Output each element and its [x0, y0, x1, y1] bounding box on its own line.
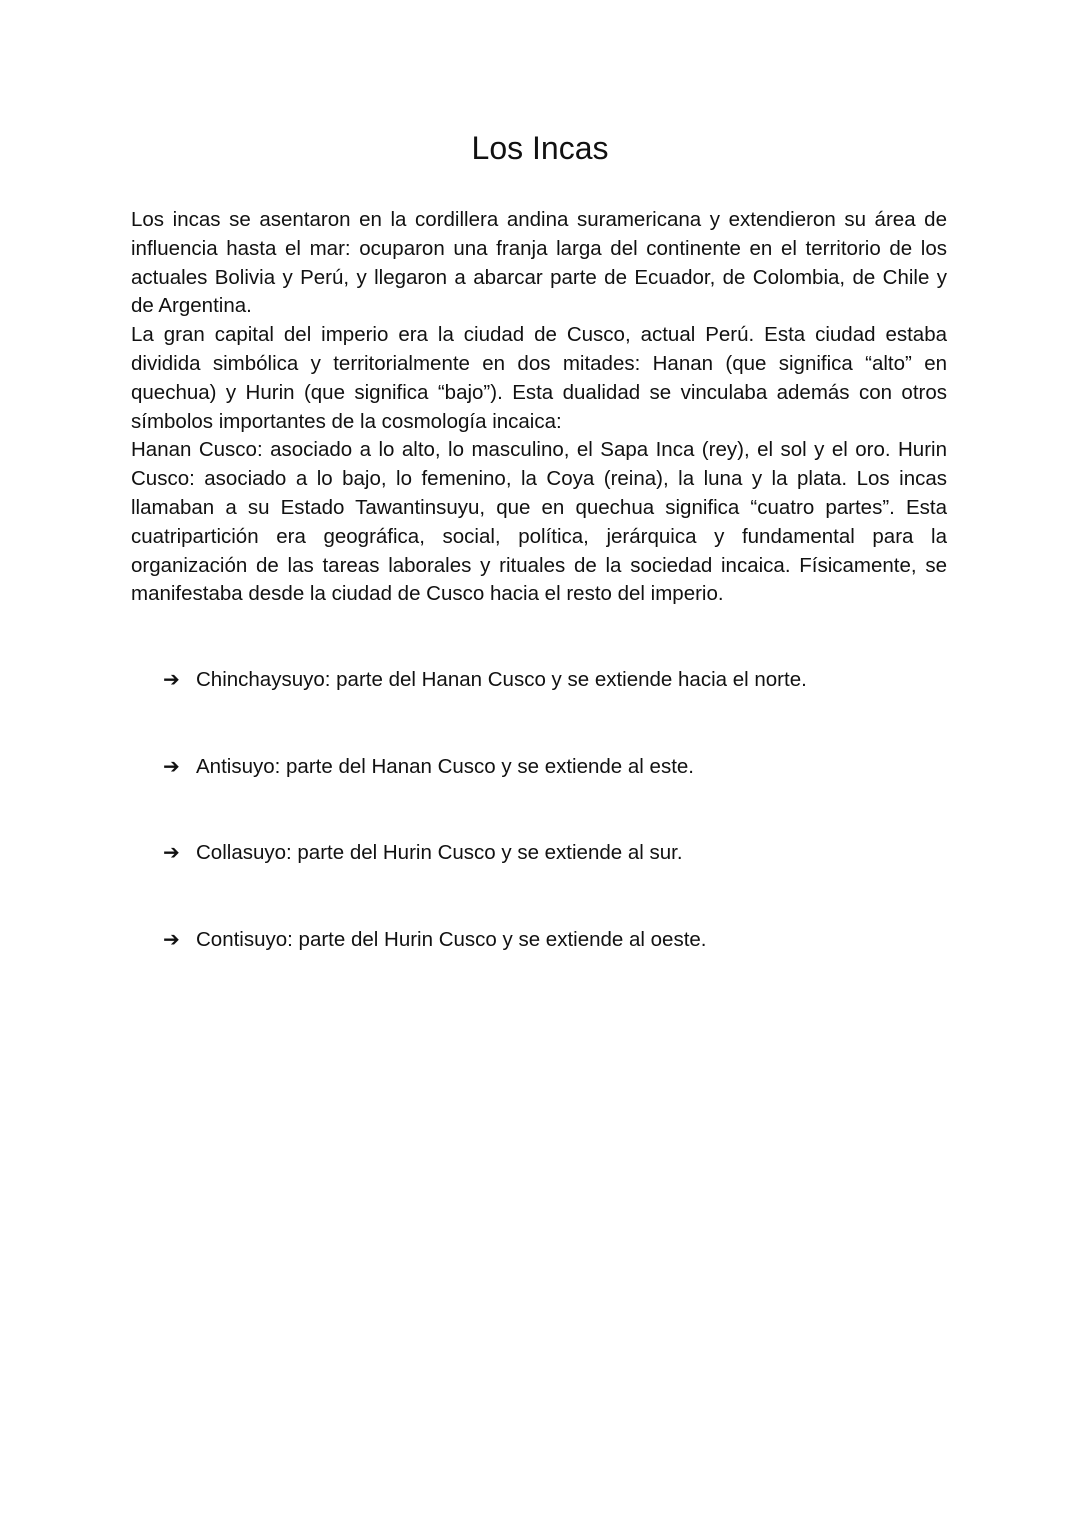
arrow-right-icon: ➔ [163, 753, 180, 778]
list-item [163, 751, 963, 781]
arrow-right-icon: ➔ [163, 926, 180, 951]
list-item [163, 924, 963, 954]
list-item-text: Antisuyo: parte del Hanan Cusco y se extiende al este. [196, 754, 694, 778]
list-item [163, 837, 963, 867]
body-text [131, 206, 947, 609]
list-item-text: Collasuyo: parte del Hurin Cusco y se extiende al sur. [196, 841, 683, 864]
suyu-list [163, 664, 963, 1010]
list-item [163, 664, 963, 694]
paragraph-capital: La gran capital del imperio era la ciudad de Cusco, actual Perú. Esta ciudad estaba dividida simbólica y territorialmente en dos mitades: Hanan (que significa “alto” en quechua) y Hurin (que significa “bajo”). Esta dualidad se vinculaba además con otros símbolos importantes de la cosmología incaica: [131, 323, 947, 433]
list-item-text: Contisuyo: parte del Hurin Cusco y se extiende al oeste. [196, 927, 707, 951]
arrow-right-icon: ➔ [163, 667, 180, 691]
page-title: Los Incas [471, 130, 609, 166]
paragraph-geography: Los incas se asentaron en la cordillera andina suramericana y extendieron su área de influencia hasta el mar: ocuparon una franja larga del continente en el territorio de los actuales Bolivia y Perú, y llegaron a abarcar parte de Ecuador, de Colombia, de Chile y de Argentina. [131, 208, 947, 318]
list-item-text: Chinchaysuyo: parte del Hanan Cusco y se extiende hacia el norte. [196, 668, 807, 691]
arrow-right-icon: ➔ [163, 840, 180, 864]
paragraph-duality: Hanan Cusco: asociado a lo alto, lo masculino, el Sapa Inca (rey), el sol y el oro. Hurin Cusco: asociado a lo bajo, lo femenino, la Coya (reina), la luna y la plata. Los incas llamaban a su Estado Tawantinsuyu, que en quechua significa “cuatro partes”. Esta cuatripartición era geográfica, social, política, jerárquica y fundamental para la organización de las tareas laborales y rituales de la sociedad incaica. Físicamente, se manifestaba desde la ciudad de Cusco hacia el resto del imperio. [131, 438, 947, 606]
